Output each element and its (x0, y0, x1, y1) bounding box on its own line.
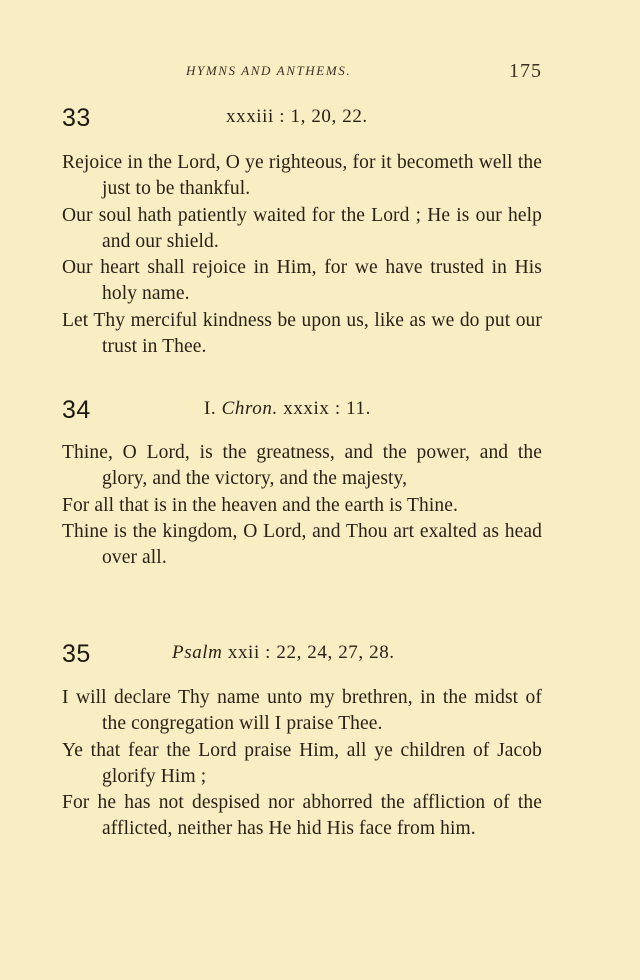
verse-line: Our heart shall rejoice in Him, for we have trusted in His holy name. (62, 257, 542, 305)
hymn-header (62, 396, 542, 430)
reference-prefix: I. (204, 398, 217, 419)
verse-line: Our soul hath patiently waited for the Lord ; He is our help and our shield. (62, 204, 542, 252)
hymn-number: 35 (62, 640, 91, 668)
reference-book: Psalm (172, 642, 223, 663)
running-title: HYMNS AND ANTHEMS. (186, 63, 352, 78)
verse-line: Thine, O Lord, is the greatness, and the power, and the glory, and the victory, and the majesty, (62, 442, 542, 490)
verse-line: Ye that fear the Lord praise Him, all ye children of Jacob glorify Him ; (62, 739, 542, 787)
hymn-number: 34 (62, 396, 91, 424)
reference-verses: xxxix : 11. (283, 398, 371, 419)
reference-book: Chron. (221, 398, 278, 419)
verse-line: I will declare Thy name unto my brethren, in the midst of the congregation will I praise Thee. (62, 687, 542, 735)
reference-verses: xxxiii : 1, 20, 22. (226, 106, 368, 127)
verse-list (62, 440, 542, 571)
verse-line: Rejoice in the Lord, O ye righteous, for it becometh well the just to be thankful. (62, 152, 542, 200)
verse-line: Thine is the kingdom, O Lord, and Thou art exalted as head over all. (62, 520, 542, 569)
hymn-header (62, 104, 542, 138)
scripture-reference (172, 642, 395, 664)
scripture-reference (226, 106, 368, 128)
verse-line: Let Thy merciful kindness be upon us, like as we do put our trust in Thee. (62, 309, 542, 358)
verse-list (62, 150, 542, 360)
hymn-34 (62, 396, 542, 571)
hymn-header (62, 640, 542, 674)
verse-list (62, 685, 542, 843)
hymn-35 (62, 640, 542, 843)
hymn-number: 33 (62, 104, 91, 132)
scripture-reference (204, 398, 371, 420)
page-number: 175 (509, 60, 542, 82)
hymn-33 (62, 104, 542, 360)
verse-line: For he has not despised nor abhorred the affliction of the afflicted, neither has He hid His face from him. (62, 792, 542, 840)
verse-line: For all that is in the heaven and the earth is Thine. (62, 494, 458, 516)
reference-verses: xxii : 22, 24, 27, 28. (227, 642, 395, 663)
